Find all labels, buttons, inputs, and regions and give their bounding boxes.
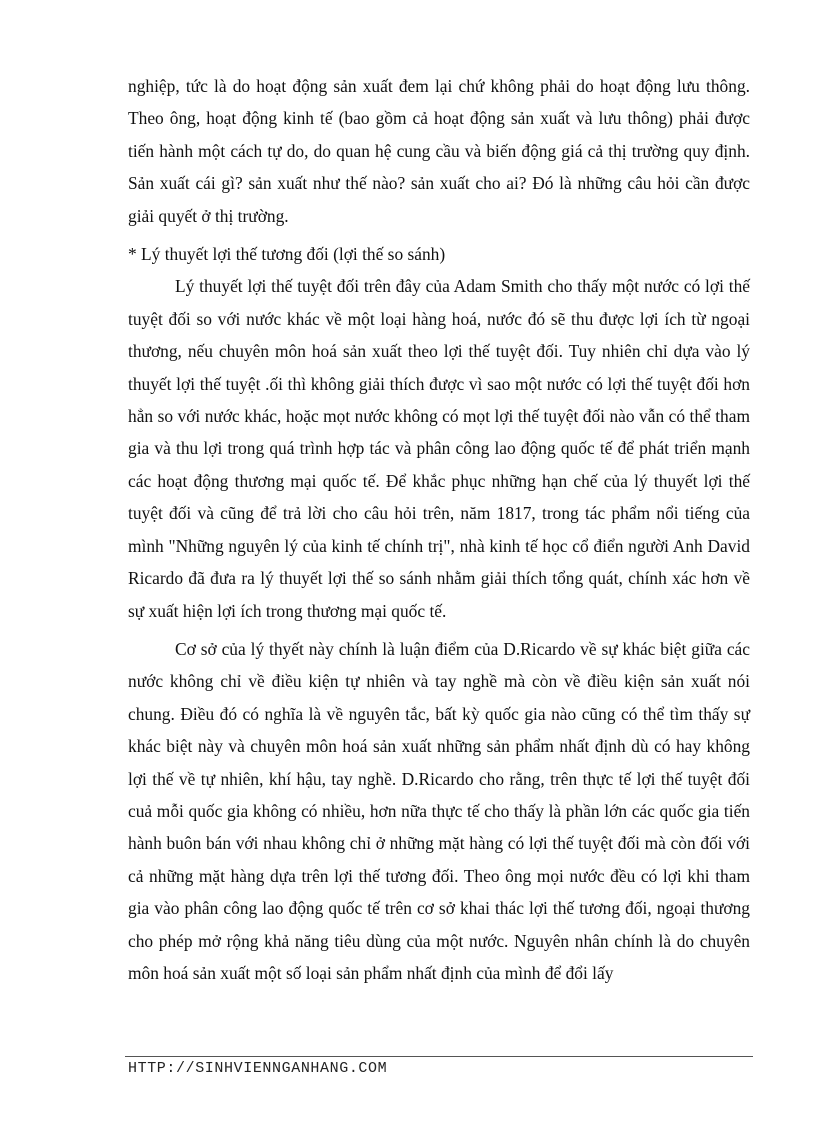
paragraph-2: Lý thuyết lợi thế tuyệt đối trên đây của Adam Smith cho thấy một nước có lợi thế tuyệt đối so với nước khác về một loại hàng hoá, nước đó sẽ thu được lợi ích từ ngoại thương, nếu chuyên môn hoá sản xuất theo lợi thế tuyệt đối. Tuy nhiên chỉ dựa vào lý thuyết lợi thế tuyệt .ối thì không giải thích được vì sao một nước có lợi thế tuyệt đối hơn hẳn so với nước khác, hoặc mọt nước không có mọt lợi thế tuyệt đối nào vẫn có thể tham gia và thu lợi trong quá trình hợp tác và phân công lao động quốc tế để phát triển mạnh các hoạt động thương mại quốc tế. Để khắc phục những hạn chế của lý thuyết lợi thế tuyệt đối và cũng để trả lời cho câu hỏi trên, năm 1817, trong tác phẩm nổi tiếng của mình "Những nguyên lý của kinh tế chính trị", nhà kinh tế học cổ điển người Anh David Ricardo đã đưa ra lý thuyết lợi thế so sánh nhằm giải thích tổng quát, chính xác hơn về sự xuất hiện lợi ích trong thương mại quốc tế. <box>128 276 750 621</box>
paragraph-1: nghiệp, tức là do hoạt động sản xuất đem lại chứ không phải do hoạt động lưu thông. Theo ông, hoạt động kinh tế (bao gồm cả hoạt động sản xuất và lưu thông) phải được tiến hành một cách tự do, do quan hệ cung cầu và biến động giá cả thị trường quy định. Sản xuất cái gì? sản xuất như thế nào? sản xuất cho ai? Đó là những câu hỏi cần được giải quyết ở thị trường. <box>128 76 750 226</box>
footer-url: HTTP://SINHVIENNGANHANG.COM <box>128 1060 388 1077</box>
footer-divider <box>125 1056 753 1057</box>
document-body <box>128 70 750 989</box>
paragraph-3: Cơ sở của lý thyết này chính là luận điểm của D.Ricardo về sự khác biệt giữa các nước không chỉ về điều kiện tự nhiên và tay nghề mà còn về điều kiện sản xuất nói chung. Điều đó có nghĩa là về nguyên tắc, bất kỳ quốc gia nào cũng có thể tìm thấy sự khác biệt này và chuyên môn hoá sản xuất những sản phẩm nhất định dù có hay không lợi thế về tự nhiên, khí hậu, tay nghề. D.Ricardo cho rằng, trên thực tế lợi thế tuyệt đối cuả mỗi quốc gia không có nhiều, hơn nữa thực tế cho thấy là phần lớn các quốc gia tiến hành buôn bán với nhau không chỉ ở những mặt hàng có lợi thế tuyệt đối mà còn đối với cả những mặt hàng dựa trên lợi thế tương đối. Theo ông mọi nước đều có lợi khi tham gia vào phân công lao động quốc tế trên cơ sở khai thác lợi thế tương đối, ngoại thương cho phép mở rộng khả năng tiêu dùng của một nước. Nguyên nhân chính là do chuyên môn hoá sản xuất một số loại sản phẩm nhất định của mình để đổi lấy <box>128 638 750 983</box>
section-heading: * Lý thuyết lợi thế tương đối (lợi thế so sánh) <box>128 244 446 265</box>
